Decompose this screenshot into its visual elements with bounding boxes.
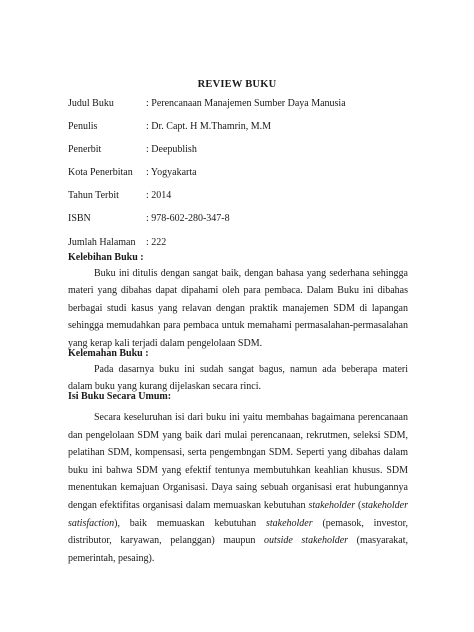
meta-label: Penerbit: [68, 144, 102, 156]
meta-label: Kota Penerbitan: [68, 167, 133, 179]
meta-label: ISBN: [68, 213, 91, 225]
meta-label: Jumlah Halaman: [68, 236, 136, 248]
meta-value: : 222: [146, 236, 167, 248]
kelebihan-paragraph: Buku ini ditulis dengan sangat baik, dengan bahasa yang sederhana sehingga materi yang dibahas dapat dipahami oleh para pembaca. Dalam Buku ini dibahas berbagai studi kasus yang relavan dengan praktik manajemen SDM di lapangan sehingga memudahkan para pembaca untuk memahami permasalahan-permasalahan yang kerap kali terjadi dalam pengelolaan SDM.: [68, 268, 408, 349]
meta-row-kota: [68, 167, 408, 190]
meta-row-penerbit: [68, 144, 408, 167]
isi-text: ), baik memuaskan kebutuhan: [114, 517, 266, 529]
meta-row-penulis: [68, 121, 408, 144]
meta-row-judul: [68, 98, 408, 121]
meta-value: : Dr. Capt. H M.Thamrin, M.M: [146, 121, 271, 133]
isi-italic: stakeholder: [308, 499, 356, 511]
meta-row-isbn: [68, 213, 408, 236]
meta-value: : 2014: [146, 190, 172, 202]
isi-italic: stakeholder satisfaction: [68, 499, 408, 529]
isi-text: (masyarakat, pemerintah, pesaing).: [68, 535, 408, 564]
isi-heading: Isi Buku Secara Umum:: [68, 391, 172, 402]
meta-value: : Deepublish: [146, 144, 197, 156]
meta-row-tahun: [68, 190, 408, 213]
isi-italic: stakeholder: [265, 517, 313, 529]
meta-label: Penulis: [68, 121, 98, 133]
kelemahan-heading: Kelemahan Buku :: [68, 348, 149, 359]
meta-value: : Perencanaan Manajemen Sumber Daya Manusia: [146, 98, 346, 109]
meta-label: Tahun Terbit: [68, 190, 119, 202]
kelemahan-paragraph: Pada dasarnya buku ini sudah sangat bagus, namun ada beberapa materi dalam buku yang kurang dijelaskan secara rinci.: [68, 364, 408, 393]
meta-value: : Yogyakarta: [146, 167, 197, 179]
isi-italic: outside stakeholder: [263, 535, 349, 547]
isi-text: Secara keseluruhan isi dari buku ini yaitu membahas bagaimana perencanaan dan pengelolaan SDM yang baik dari mulai perencanaan, rekrutmen, seleksi SDM, pelatihan SDM, kompensasi, serta pengembngan SDM. Seperti yang dibahas dalam buku ini bahwa SDM yang efektif tentunya membutuhkan keahlian khusus. SDM menentukan kemajuan Organisasi. Daya saing sebuah organisasi erat hubungannya dengan efektifitas organisasi dalam memuaskan kebutuhan: [68, 412, 408, 511]
meta-value: : 978-602-280-347-8: [146, 213, 230, 225]
kelebihan-heading: Kelebihan Buku :: [68, 252, 144, 263]
isi-paragraph: [68, 409, 408, 567]
meta-label: Judul Buku: [68, 98, 114, 109]
document-title: REVIEW BUKU: [197, 79, 277, 90]
isi-text: (: [355, 499, 362, 511]
book-metadata: [68, 98, 408, 260]
isi-text: (pemasok, investor, distributor, karyawan, pelanggan) maupun: [68, 517, 409, 547]
